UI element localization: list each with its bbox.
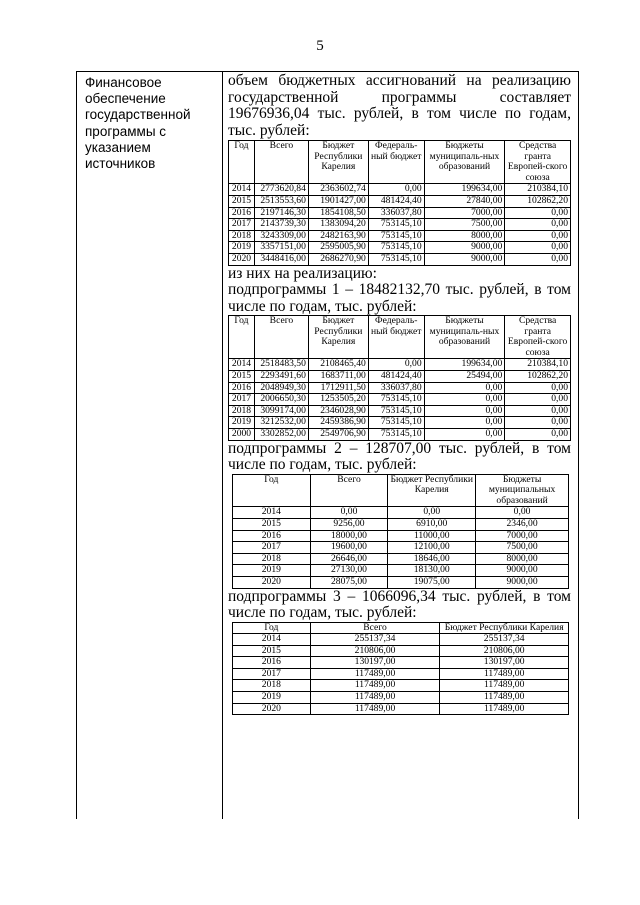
value-cell: 18646,00 (388, 553, 476, 565)
column-header: Бюджет Республики Карелия (388, 474, 476, 507)
value-cell: 130197,00 (310, 657, 440, 669)
table-row (229, 394, 571, 406)
value-cell: 9000,00 (476, 565, 569, 577)
column-header: Бюджеты муниципаль-ных образований (424, 141, 505, 184)
value-cell: 2293491,60 (254, 371, 308, 383)
value-cell: 27130,00 (310, 565, 388, 577)
table-row (229, 184, 571, 196)
value-cell: 1712911,50 (308, 382, 368, 394)
column-header: Всего (254, 141, 308, 184)
financing-content (228, 73, 571, 715)
year-cell: 2019 (233, 565, 311, 577)
value-cell: 7500,00 (476, 542, 569, 554)
value-cell: 753145,10 (368, 242, 424, 254)
value-cell: 0,00 (310, 507, 388, 519)
year-cell: 2019 (233, 692, 311, 704)
value-cell: 0,00 (505, 382, 571, 394)
table-row (229, 371, 571, 383)
table-row (233, 518, 569, 530)
year-cell: 2014 (233, 507, 311, 519)
value-cell: 18130,00 (388, 565, 476, 577)
value-cell: 2346,00 (476, 518, 569, 530)
value-cell: 2006650,30 (254, 394, 308, 406)
table-row (229, 428, 571, 440)
table-row (229, 230, 571, 242)
value-cell: 117489,00 (310, 703, 440, 715)
column-header: Всего (254, 316, 308, 359)
value-cell: 18000,00 (310, 530, 388, 542)
value-cell: 255137,34 (310, 634, 440, 646)
value-cell: 0,00 (505, 242, 571, 254)
value-cell: 0,00 (424, 428, 505, 440)
year-cell: 2015 (229, 371, 255, 383)
value-cell: 3302852,00 (254, 428, 308, 440)
table-row (233, 703, 569, 715)
value-cell: 0,00 (424, 417, 505, 429)
value-cell: 1683711,00 (308, 371, 368, 383)
value-cell: 199634,00 (424, 359, 505, 371)
column-header: Бюджеты муниципальных образований (476, 474, 569, 507)
value-cell: 2048949,30 (254, 382, 308, 394)
value-cell: 130197,00 (440, 657, 569, 669)
table-row (233, 542, 569, 554)
subprogram-3-table (232, 622, 569, 716)
value-cell: 2482163,90 (308, 230, 368, 242)
value-cell: 1253505,20 (308, 394, 368, 406)
table-row (233, 645, 569, 657)
value-cell: 2513553,60 (254, 195, 308, 207)
year-cell: 2017 (233, 668, 311, 680)
value-cell: 2773620,84 (254, 184, 308, 196)
value-cell: 2459386,90 (308, 417, 368, 429)
value-cell: 336037,80 (368, 382, 424, 394)
year-cell: 2015 (233, 518, 311, 530)
value-cell: 753145,10 (368, 230, 424, 242)
value-cell: 0,00 (388, 507, 476, 519)
year-cell: 2020 (229, 253, 255, 265)
subprogram-2-text: подпрограммы 2 – 128707,00 тыс. рублей, в том числе по годам, тыс. рублей: (228, 439, 571, 474)
value-cell: 3212532,00 (254, 417, 308, 429)
table-row (229, 405, 571, 417)
subprogram-1-text: подпрограммы 1 – 18482132,70 тыс. рублей, в том числе по годам, тыс. рублей: (228, 281, 571, 315)
column-header: Бюджет Республики Карелия (440, 622, 569, 634)
column-header: Год (229, 316, 255, 359)
value-cell: 102862,20 (505, 195, 571, 207)
value-cell: 7500,00 (424, 219, 505, 231)
table-header-row (233, 474, 569, 507)
year-cell: 2014 (229, 359, 255, 371)
table-row (229, 253, 571, 265)
year-cell: 2017 (229, 219, 255, 231)
column-header: Год (229, 141, 255, 184)
value-cell: 210384,10 (505, 359, 571, 371)
value-cell: 0,00 (476, 507, 569, 519)
value-cell: 9000,00 (424, 242, 505, 254)
column-header: Всего (310, 474, 388, 507)
year-cell: 2019 (229, 417, 255, 429)
value-cell: 0,00 (505, 230, 571, 242)
value-cell: 2197146,30 (254, 207, 308, 219)
table-row (229, 382, 571, 394)
value-cell: 102862,20 (505, 371, 571, 383)
value-cell: 753145,10 (368, 428, 424, 440)
value-cell: 9000,00 (476, 576, 569, 588)
value-cell: 2108465,40 (308, 359, 368, 371)
table-row (233, 634, 569, 646)
value-cell: 2686270,90 (308, 253, 368, 265)
value-cell: 25494,00 (424, 371, 505, 383)
column-header: Год (233, 474, 311, 507)
value-cell: 210384,10 (505, 184, 571, 196)
column-header: Федераль-ный бюджет (368, 141, 424, 184)
value-cell: 753145,10 (368, 405, 424, 417)
value-cell: 0,00 (505, 428, 571, 440)
value-cell: 199634,00 (424, 184, 505, 196)
table-row (229, 207, 571, 219)
value-cell: 19600,00 (310, 542, 388, 554)
value-cell: 0,00 (424, 394, 505, 406)
value-cell: 9000,00 (424, 253, 505, 265)
table-row (229, 417, 571, 429)
year-cell: 2016 (233, 530, 311, 542)
value-cell: 2549706,90 (308, 428, 368, 440)
column-header: Федераль-ный бюджет (368, 316, 424, 359)
column-header: Бюджеты муниципаль-ных образований (424, 316, 505, 359)
value-cell: 753145,10 (368, 394, 424, 406)
year-cell: 2017 (229, 394, 255, 406)
year-cell: 2016 (229, 382, 255, 394)
value-cell: 117489,00 (440, 680, 569, 692)
table-row (233, 576, 569, 588)
year-cell: 2018 (233, 680, 311, 692)
year-cell: 2018 (233, 553, 311, 565)
value-cell: 0,00 (505, 219, 571, 231)
year-cell: 2000 (229, 428, 255, 440)
value-cell: 11000,00 (388, 530, 476, 542)
table-row (229, 242, 571, 254)
value-cell: 2346028,90 (308, 405, 368, 417)
year-cell: 2018 (229, 405, 255, 417)
value-cell: 2143739,30 (254, 219, 308, 231)
value-cell: 255137,34 (440, 634, 569, 646)
value-cell: 0,00 (505, 405, 571, 417)
value-cell: 117489,00 (310, 680, 440, 692)
value-cell: 0,00 (424, 405, 505, 417)
year-cell: 2015 (229, 195, 255, 207)
column-header: Всего (310, 622, 440, 634)
value-cell: 1383094,20 (308, 219, 368, 231)
year-cell: 2018 (229, 230, 255, 242)
value-cell: 117489,00 (310, 668, 440, 680)
value-cell: 1901427,00 (308, 195, 368, 207)
year-cell: 2017 (233, 542, 311, 554)
value-cell: 27840,00 (424, 195, 505, 207)
value-cell: 26646,00 (310, 553, 388, 565)
value-cell: 2363602,74 (308, 184, 368, 196)
value-cell: 1854108,50 (308, 207, 368, 219)
value-cell: 117489,00 (440, 692, 569, 704)
value-cell: 3357151,00 (254, 242, 308, 254)
value-cell: 3243309,00 (254, 230, 308, 242)
column-divider (222, 72, 223, 819)
value-cell: 0,00 (505, 253, 571, 265)
value-cell: 753145,10 (368, 219, 424, 231)
column-header: Бюджет Республики Карелия (308, 141, 368, 184)
section-label: Финансовое обеспечение государственной программы с указанием источников (85, 75, 191, 172)
value-cell: 3099174,00 (254, 405, 308, 417)
value-cell: 0,00 (505, 394, 571, 406)
subprogram-1-table (228, 315, 571, 441)
table-row (233, 553, 569, 565)
page-number: 5 (316, 38, 324, 54)
column-header: Год (233, 622, 311, 634)
table-row (233, 692, 569, 704)
value-cell: 2518483,50 (254, 359, 308, 371)
value-cell: 9256,00 (310, 518, 388, 530)
value-cell: 210806,00 (310, 645, 440, 657)
value-cell: 28075,00 (310, 576, 388, 588)
year-cell: 2020 (233, 703, 311, 715)
table-header-row (233, 622, 569, 634)
value-cell: 0,00 (424, 382, 505, 394)
table-header-row (229, 316, 571, 359)
value-cell: 117489,00 (440, 668, 569, 680)
column-header: Бюджет Республики Карелия (308, 316, 368, 359)
year-cell: 2019 (229, 242, 255, 254)
value-cell: 0,00 (505, 207, 571, 219)
value-cell: 117489,00 (440, 703, 569, 715)
value-cell: 3448416,00 (254, 253, 308, 265)
table-row (229, 219, 571, 231)
value-cell: 336037,80 (368, 207, 424, 219)
table-row (233, 530, 569, 542)
table-row (233, 668, 569, 680)
total-funding-table (228, 140, 571, 266)
table-row (233, 507, 569, 519)
value-cell: 753145,10 (368, 417, 424, 429)
subprogram-3-text: подпрограммы 3 – 1066096,34 тыс. рублей, в том числе по годам, тыс. рублей: (228, 587, 571, 621)
table-row (229, 359, 571, 371)
value-cell: 2595005,90 (308, 242, 368, 254)
year-cell: 2020 (233, 576, 311, 588)
value-cell: 8000,00 (424, 230, 505, 242)
subprogram-2-table (232, 474, 569, 589)
value-cell: 7000,00 (476, 530, 569, 542)
table-row (233, 565, 569, 577)
value-cell: 0,00 (505, 417, 571, 429)
value-cell: 8000,00 (476, 553, 569, 565)
value-cell: 0,00 (368, 184, 424, 196)
table-row (233, 680, 569, 692)
table-row (229, 195, 571, 207)
value-cell: 7000,00 (424, 207, 505, 219)
year-cell: 2014 (233, 634, 311, 646)
year-cell: 2016 (229, 207, 255, 219)
column-header: Средства гранта Европей-ского союза (505, 316, 571, 359)
from-them-text: из них на реализацию: (228, 264, 377, 282)
value-cell: 6910,00 (388, 518, 476, 530)
year-cell: 2016 (233, 657, 311, 669)
year-cell: 2015 (233, 645, 311, 657)
year-cell: 2014 (229, 184, 255, 196)
value-cell: 0,00 (368, 359, 424, 371)
passport-table (76, 71, 579, 819)
table-row (233, 657, 569, 669)
value-cell: 753145,10 (368, 253, 424, 265)
value-cell: 481424,40 (368, 371, 424, 383)
intro-text: объем бюджетных ассигнований на реализацию государственной программы составляет 19676936,04 тыс. рублей, в том числе по годам, тыс. рублей: (228, 72, 571, 139)
value-cell: 117489,00 (310, 692, 440, 704)
table-header-row (229, 141, 571, 184)
value-cell: 12100,00 (388, 542, 476, 554)
value-cell: 19075,00 (388, 576, 476, 588)
column-header: Средства гранта Европей-ского союза (505, 141, 571, 184)
value-cell: 210806,00 (440, 645, 569, 657)
value-cell: 481424,40 (368, 195, 424, 207)
